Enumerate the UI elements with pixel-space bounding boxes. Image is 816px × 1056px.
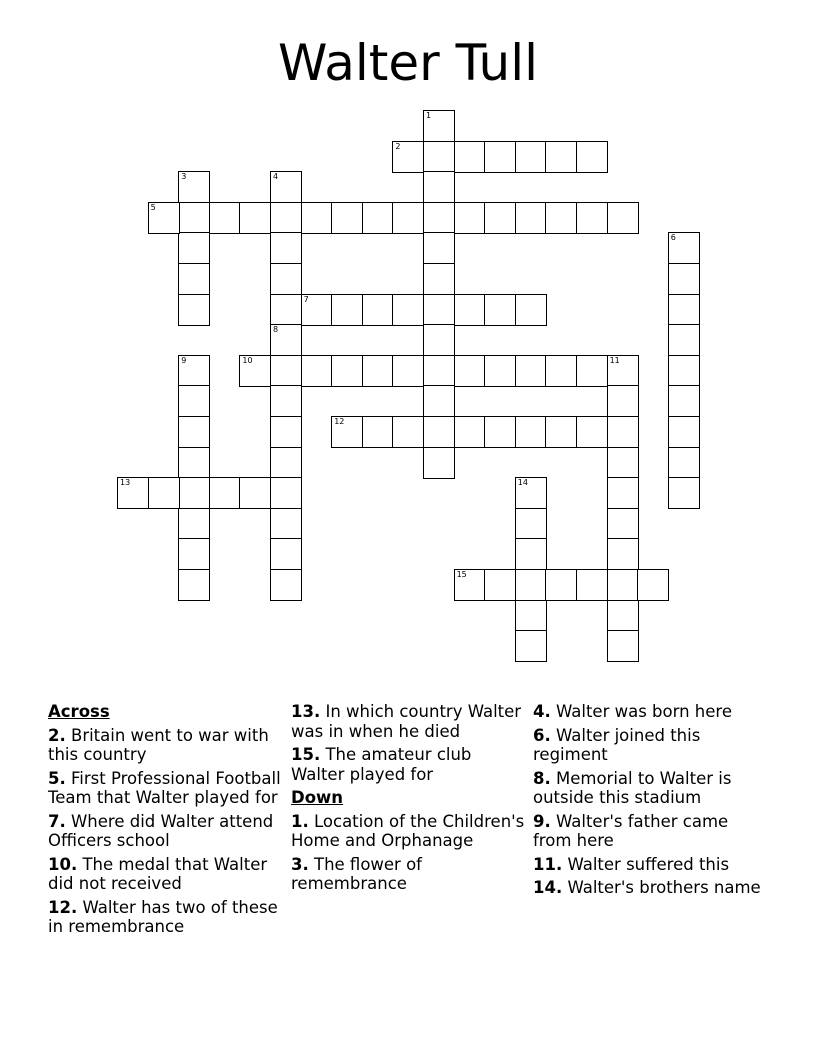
grid-cell[interactable]: [392, 141, 424, 173]
grid-cell[interactable]: [576, 355, 608, 387]
grid-cell[interactable]: [607, 385, 639, 417]
grid-cell[interactable]: [270, 263, 302, 295]
clue-item-text: The amateur club Walter played for: [291, 745, 472, 784]
clue-item: [533, 702, 769, 722]
clue-item: [48, 898, 284, 937]
clue-number: 7: [303, 294, 309, 304]
grid-cell[interactable]: [423, 171, 455, 203]
puzzle-title: Walter Tull: [277, 34, 538, 92]
grid-cell[interactable]: [607, 477, 639, 509]
clue-item-number: 7.: [48, 811, 66, 831]
grid-cell[interactable]: [178, 355, 210, 387]
grid-cell[interactable]: [484, 569, 516, 601]
grid-cell[interactable]: [270, 202, 302, 234]
grid-cell[interactable]: [515, 202, 547, 234]
clue-item-text: Walter suffered this: [562, 854, 730, 874]
clues-column-2: [291, 702, 527, 898]
grid-cell[interactable]: [668, 355, 700, 387]
clue-item-number: 3.: [291, 854, 309, 874]
clue-number: 8: [273, 325, 279, 335]
clue-item: [533, 726, 769, 765]
clue-number: 5: [150, 202, 156, 212]
grid-cell[interactable]: [148, 202, 180, 234]
grid-cell[interactable]: [239, 202, 271, 234]
clue-item: [48, 855, 284, 894]
grid-cell[interactable]: [392, 416, 424, 448]
clue-number: 11: [609, 355, 620, 365]
grid-cell[interactable]: [515, 630, 547, 662]
grid-cell[interactable]: [362, 416, 394, 448]
clue-item-number: 4.: [533, 702, 551, 721]
grid-cell[interactable]: [423, 202, 455, 234]
grid-cell[interactable]: [545, 569, 577, 601]
grid-cell[interactable]: [331, 416, 363, 448]
grid-cell[interactable]: [270, 385, 302, 417]
clue-item: [291, 812, 527, 851]
grid-cell[interactable]: [423, 110, 455, 142]
grid-cell[interactable]: [607, 416, 639, 448]
clue-item: [48, 812, 284, 851]
grid-cell[interactable]: [178, 232, 210, 264]
grid-cell[interactable]: [515, 477, 547, 509]
clue-number: 6: [670, 233, 676, 243]
grid-cell[interactable]: [668, 294, 700, 326]
grid-cell[interactable]: [423, 141, 455, 173]
clue-item-text: Walter was born here: [550, 702, 732, 721]
grid-cell[interactable]: [270, 538, 302, 570]
clue-item: [48, 769, 284, 808]
grid-cell[interactable]: [270, 477, 302, 509]
grid-cell[interactable]: [239, 355, 271, 387]
clue-item-number: 1.: [291, 811, 309, 831]
grid-cell[interactable]: [515, 600, 547, 632]
grid-cell[interactable]: [270, 569, 302, 601]
grid-cell[interactable]: [178, 385, 210, 417]
grid-cell[interactable]: [668, 416, 700, 448]
clue-item: [533, 878, 769, 898]
grid-cell[interactable]: [392, 294, 424, 326]
grid-cell[interactable]: [423, 294, 455, 326]
grid-cell[interactable]: [454, 569, 486, 601]
clue-item-text: First Professional Football Team that Walter played for: [48, 768, 281, 807]
clue-item-number: 14.: [533, 878, 563, 897]
grid-cell[interactable]: [362, 355, 394, 387]
clue-number: 3: [181, 172, 187, 182]
grid-cell[interactable]: [178, 477, 210, 509]
grid-cell[interactable]: [607, 600, 639, 632]
grid-cell[interactable]: [423, 355, 455, 387]
grid-cell[interactable]: [576, 202, 608, 234]
grid-cell[interactable]: [484, 416, 516, 448]
grid-cell[interactable]: [576, 569, 608, 601]
grid-cell[interactable]: [178, 416, 210, 448]
clue-item-number: 8.: [533, 768, 551, 788]
grid-cell[interactable]: [178, 171, 210, 203]
grid-cell[interactable]: [607, 355, 639, 387]
grid-cell[interactable]: [423, 263, 455, 295]
grid-cell[interactable]: [178, 447, 210, 479]
clue-number: 13: [120, 478, 131, 488]
grid-cell[interactable]: [454, 141, 486, 173]
grid-cell[interactable]: [668, 232, 700, 264]
clues-column-3: [533, 702, 769, 902]
grid-cell[interactable]: [178, 538, 210, 570]
clue-item: [291, 745, 527, 784]
grid-cell[interactable]: [515, 416, 547, 448]
grid-cell[interactable]: [545, 416, 577, 448]
grid-cell[interactable]: [576, 141, 608, 173]
clue-item-number: 5.: [48, 768, 66, 788]
grid-cell[interactable]: [454, 202, 486, 234]
clue-item-text: Walter has two of these in remembrance: [48, 897, 278, 936]
clue-item-number: 9.: [533, 811, 551, 831]
grid-cell[interactable]: [362, 202, 394, 234]
grid-cell[interactable]: [515, 508, 547, 540]
clue-item: [533, 812, 769, 851]
grid-cell[interactable]: [117, 477, 149, 509]
grid-cell[interactable]: [515, 141, 547, 173]
grid-cell[interactable]: [301, 355, 333, 387]
across-header: Across: [48, 702, 110, 721]
grid-cell[interactable]: [301, 294, 333, 326]
clue-item: [533, 855, 769, 875]
grid-cell[interactable]: [392, 202, 424, 234]
grid-cell[interactable]: [423, 324, 455, 356]
grid-cell[interactable]: [484, 294, 516, 326]
clue-item: [291, 855, 527, 894]
grid-cell[interactable]: [423, 447, 455, 479]
clue-number: 14: [517, 478, 528, 488]
down-header: Down: [291, 788, 344, 807]
clue-item-text: Britain went to war with this country: [48, 725, 269, 764]
grid-cell[interactable]: [209, 477, 241, 509]
clue-number: 1: [426, 111, 432, 120]
clue-item-text: Where did Walter attend Officers school: [48, 811, 274, 850]
grid-cell[interactable]: [545, 355, 577, 387]
grid-cell[interactable]: [454, 294, 486, 326]
clue-item-text: The flower of remembrance: [291, 854, 422, 893]
grid-cell[interactable]: [423, 416, 455, 448]
grid-cell[interactable]: [484, 141, 516, 173]
grid-cell[interactable]: [178, 263, 210, 295]
grid-cell[interactable]: [545, 141, 577, 173]
grid-cell[interactable]: [607, 202, 639, 234]
clue-item-number: 13.: [291, 702, 321, 721]
clue-item-number: 11.: [533, 854, 563, 874]
clue-item-number: 10.: [48, 854, 78, 874]
grid-cell[interactable]: [607, 569, 639, 601]
grid-cell[interactable]: [178, 508, 210, 540]
grid-cell[interactable]: [178, 202, 210, 234]
clue-item-number: 12.: [48, 897, 78, 917]
grid-cell[interactable]: [270, 447, 302, 479]
clue-item-text: Walter's father came from here: [533, 811, 729, 850]
grid-cell[interactable]: [484, 355, 516, 387]
grid-cell[interactable]: [423, 385, 455, 417]
grid-cell[interactable]: [668, 263, 700, 295]
clue-number: 12: [334, 417, 345, 426]
grid-cell[interactable]: [668, 324, 700, 356]
grid-cell[interactable]: [209, 202, 241, 234]
grid-cell[interactable]: [331, 202, 363, 234]
grid-cell[interactable]: [178, 294, 210, 326]
grid-cell[interactable]: [515, 355, 547, 387]
clue-item-text: In which country Walter was in when he died: [291, 702, 522, 741]
clue-item-number: 15.: [291, 745, 321, 764]
grid-cell[interactable]: [607, 538, 639, 570]
clue-number: 10: [242, 355, 253, 365]
clue-number: 4: [273, 172, 279, 182]
grid-cell[interactable]: [392, 355, 424, 387]
grid-cell[interactable]: [270, 416, 302, 448]
grid-cell[interactable]: [607, 447, 639, 479]
grid-cell[interactable]: [301, 202, 333, 234]
clue-item-number: 2.: [48, 725, 66, 745]
grid-cell[interactable]: [270, 324, 302, 356]
grid-cell[interactable]: [270, 232, 302, 264]
grid-cell[interactable]: [331, 355, 363, 387]
grid-cell[interactable]: [270, 355, 302, 387]
grid-cell[interactable]: [607, 630, 639, 662]
grid-cell[interactable]: [454, 355, 486, 387]
clue-item-text: The medal that Walter did not received: [48, 854, 268, 893]
grid-cell[interactable]: [515, 569, 547, 601]
grid-cell[interactable]: [148, 477, 180, 509]
clue-item: [48, 726, 284, 765]
grid-cell[interactable]: [239, 477, 271, 509]
clue-item: [533, 769, 769, 808]
clue-item-text: Memorial to Walter is outside this stadium: [533, 768, 732, 807]
clue-item-text: Location of the Children's Home and Orphanage: [291, 811, 525, 850]
grid-cell[interactable]: [607, 508, 639, 540]
clue-number: 15: [456, 570, 467, 579]
grid-cell[interactable]: [270, 171, 302, 203]
grid-cell[interactable]: [515, 538, 547, 570]
grid-cell[interactable]: [178, 569, 210, 601]
grid-cell[interactable]: [545, 202, 577, 234]
grid-cell[interactable]: [454, 416, 486, 448]
grid-cell[interactable]: [484, 202, 516, 234]
clue-item-text: Walter's brothers name: [562, 878, 761, 897]
clue-item: [291, 702, 527, 741]
clue-item-text: Walter joined this regiment: [533, 725, 701, 764]
clues-column-1: [48, 702, 284, 941]
grid-cell[interactable]: [423, 232, 455, 264]
grid-cell[interactable]: [668, 385, 700, 417]
grid-cell[interactable]: [270, 294, 302, 326]
clue-number: 9: [181, 355, 187, 365]
grid-cell[interactable]: [270, 508, 302, 540]
grid-cell[interactable]: [668, 447, 700, 479]
grid-cell[interactable]: [576, 416, 608, 448]
clue-item-number: 6.: [533, 725, 551, 745]
grid-cell[interactable]: [637, 569, 669, 601]
grid-cell[interactable]: [515, 294, 547, 326]
clue-number: 2: [395, 141, 401, 151]
grid-cell[interactable]: [331, 294, 363, 326]
grid-cell[interactable]: [362, 294, 394, 326]
grid-cell[interactable]: [668, 477, 700, 509]
